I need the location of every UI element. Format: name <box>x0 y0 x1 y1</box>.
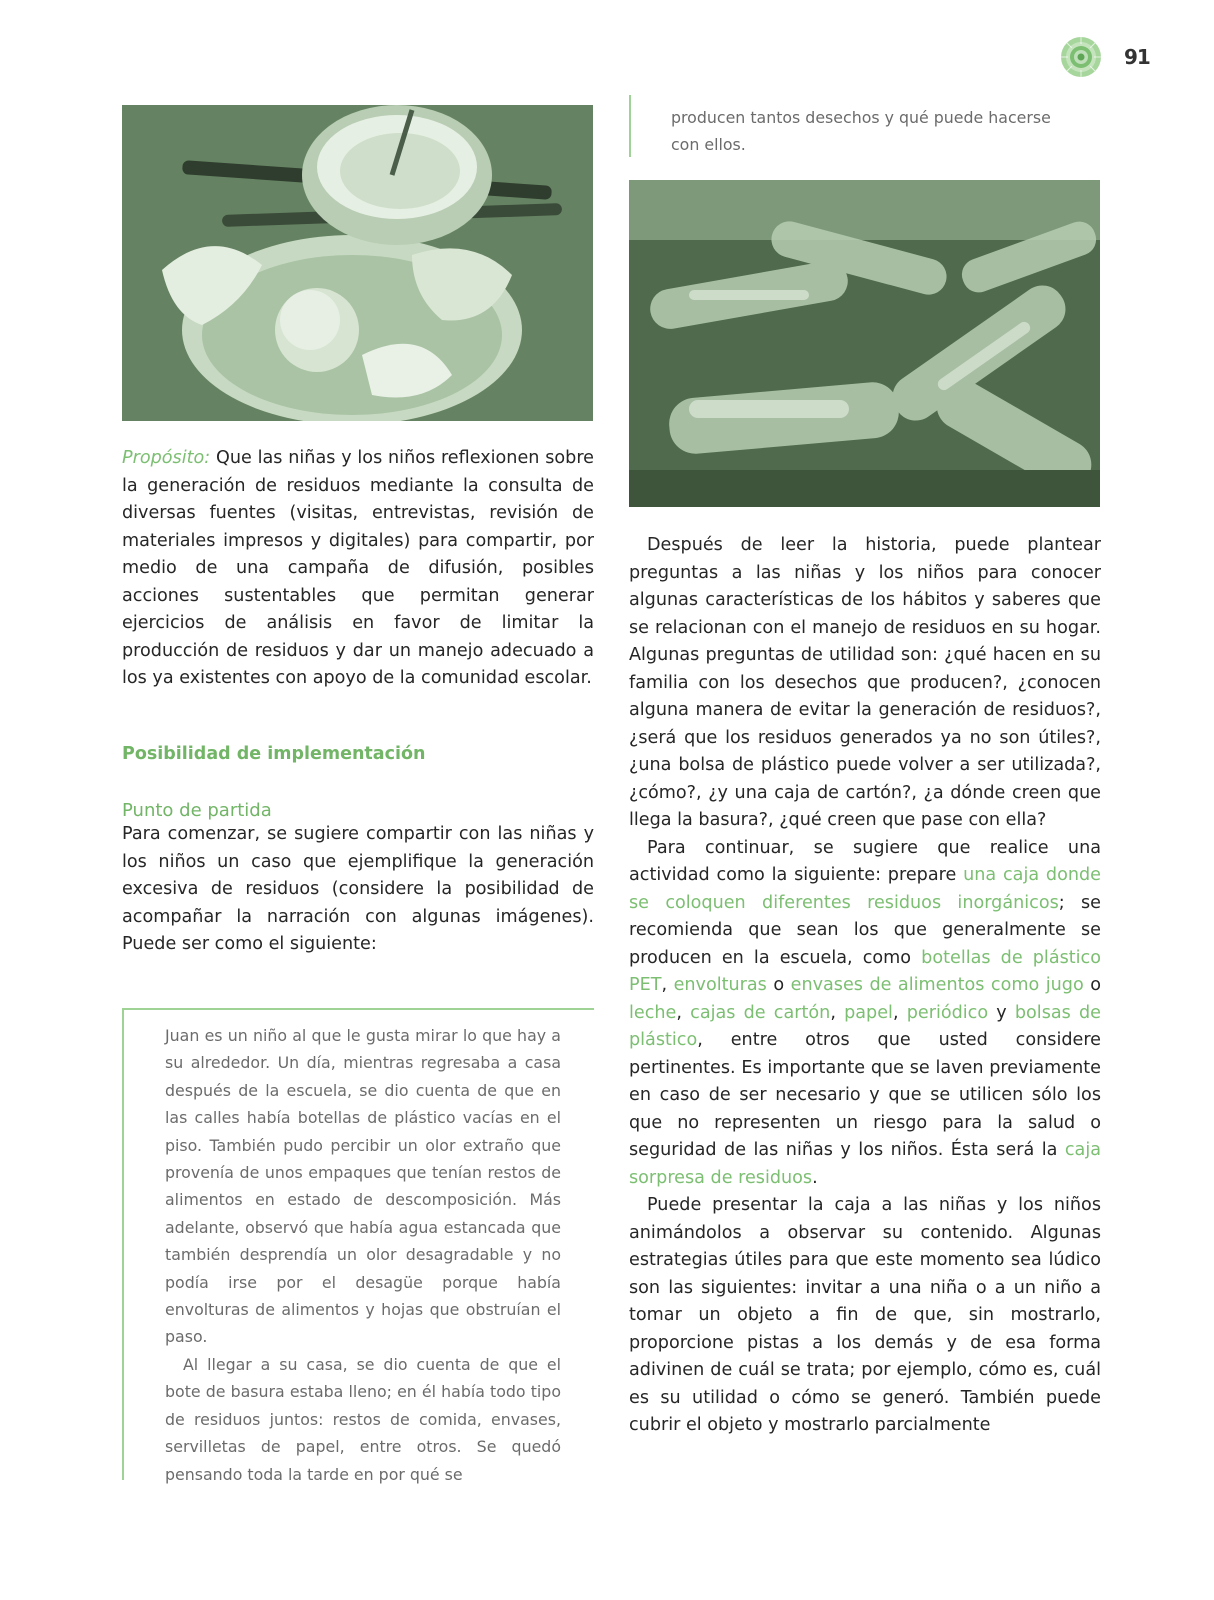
highlight-newspaper: periódico <box>906 1002 989 1023</box>
proposito-block <box>122 445 594 693</box>
highlight-pet-bottles: botellas de plástico PET <box>629 947 1101 995</box>
food-waste-photo <box>122 105 593 421</box>
story-continuation <box>629 95 1069 157</box>
proposito-text: Que las niñas y los niños reflexionen sobre la generación de residuos mediante la consulta de diversas fuentes (visitas, entrevistas, revisión de materiales impresos y digitales) para compartir, por medio de una campaña de difusión, posibles acciones sustentables que permitan generar ejercicios de análisis en favor de limitar la producción de residuos y dar un manejo adecuado a los ya existentes con apoyo de la comunidad escolar. <box>122 448 594 688</box>
right-column-text <box>629 532 1101 1440</box>
highlight-food-containers: envases de alimentos como jugo <box>790 975 1084 995</box>
section-heading-block <box>122 744 594 764</box>
highlight-paper: papel <box>844 1002 893 1023</box>
highlight-plastic-bags: bolsas de plástico <box>629 1002 1101 1050</box>
text-run: , <box>892 1002 907 1023</box>
highlight-cardboard: cajas de cartón <box>690 1002 831 1023</box>
text-run: Para continuar, se sugiere que realice una actividad como la siguiente: prepare <box>629 837 1101 885</box>
text-run: ; se recomienda que sean los que generalmente se producen en la escuela, como <box>629 892 1101 968</box>
section-heading: Posibilidad de implementación <box>122 744 426 764</box>
text-run: , <box>661 975 674 995</box>
plastic-bottles-photo <box>629 180 1100 507</box>
text-run: , <box>830 1002 845 1023</box>
page-number: 91 <box>1124 45 1150 69</box>
section-subheading: Punto de partida <box>122 800 272 821</box>
right-paragraph-3: Puede presentar la caja a las niñas y los niños animándolos a observar su contenido. Algunas estrategias útiles para que este momento sea lúdico son las siguientes: invitar a una niña o a un niño a tomar un objeto a fin de que, sin mostrarlo, proporcione pistas a los demás y de esa forma adivinen de cuál se trata; por ejemplo, cómo es, cuál es su utilidad o cómo se generó. También puede cubrir el objeto y mostrarlo parcialmente <box>629 1195 1101 1435</box>
highlight-surprise-box: caja sorpresa de residuos <box>629 1140 1101 1188</box>
text-run: y <box>988 1002 1015 1023</box>
proposito-paragraph <box>122 445 594 693</box>
highlight-milk: leche <box>629 1002 677 1023</box>
text-run: o <box>1083 975 1102 995</box>
highlight-wrappers: envolturas <box>673 975 767 995</box>
proposito-label: Propósito: <box>122 448 211 468</box>
story-paragraph-2: Al llegar a su casa, se dio cuenta de que el bote de basura estaba lleno; en él había todo tipo de residuos juntos: restos de comida, envases, servilletas de papel, entre otros. Se quedó pensando toda la tarde en por qué se <box>165 1354 561 1484</box>
story-continuation-text: producen tantos desechos y qué puede hacerse con ellos. <box>671 108 1051 154</box>
medallion-icon <box>1060 36 1102 78</box>
text-run: o <box>766 975 791 995</box>
right-paragraph-2 <box>629 835 1101 1193</box>
highlight-inorganic-box: una caja donde se coloquen diferentes residuos inorgánicos <box>629 865 1102 913</box>
text-run: . <box>812 1167 818 1188</box>
text-run: , entre otros que usted considere pertinentes. Es importante que se laven previamente en caso de ser necesario y que se utilicen sólo los que no representen un riesgo para la salud o seguridad de las niñas y los niños. Ésta será la <box>629 1030 1101 1160</box>
right-paragraph-1: Después de leer la historia, puede plantear preguntas a las niñas y los niños para conocer algunas características de los hábitos y saberes que se relacionan con el manejo de residuos en su hogar. Algunas preguntas de utilidad son: ¿qué hacen en su familia con los desechos que producen?, ¿conocen alguna manera de evitar la generación de residuos?, ¿será que los residuos generados ya no son útiles?, ¿una bolsa de plástico puede volver a ser utilizada?, ¿cómo?, ¿y una caja de cartón?, ¿a dónde creen que llega la basura?, ¿qué creen que pase con ella? <box>629 535 1101 830</box>
story-quote-box <box>122 1008 594 1484</box>
starting-point-block <box>122 800 594 959</box>
text-run: , <box>676 1002 691 1023</box>
story-paragraph-1: Juan es un niño al que le gusta mirar lo que hay a su alrededor. Un día, mientras regresaba a casa después de la escuela, se dio cuenta de que en las calles había botellas de plástico vacías en el piso. También pudo percibir un olor extraño que provenía de unos empaques que tenían restos de alimentos en estado de descomposición. Más adelante, observó que había agua estancada que también desprendía un olor desagradable y no podía irse por el desagüe porque había envolturas de alimentos y hojas que obstruían el paso. <box>165 1026 561 1347</box>
intro-paragraph: Para comenzar, se sugiere compartir con las niñas y los niños un caso que ejemplifique la generación excesiva de residuos (considere la posibilidad de acompañar la narración con algunas imágenes). Puede ser como el siguiente: <box>122 824 594 954</box>
